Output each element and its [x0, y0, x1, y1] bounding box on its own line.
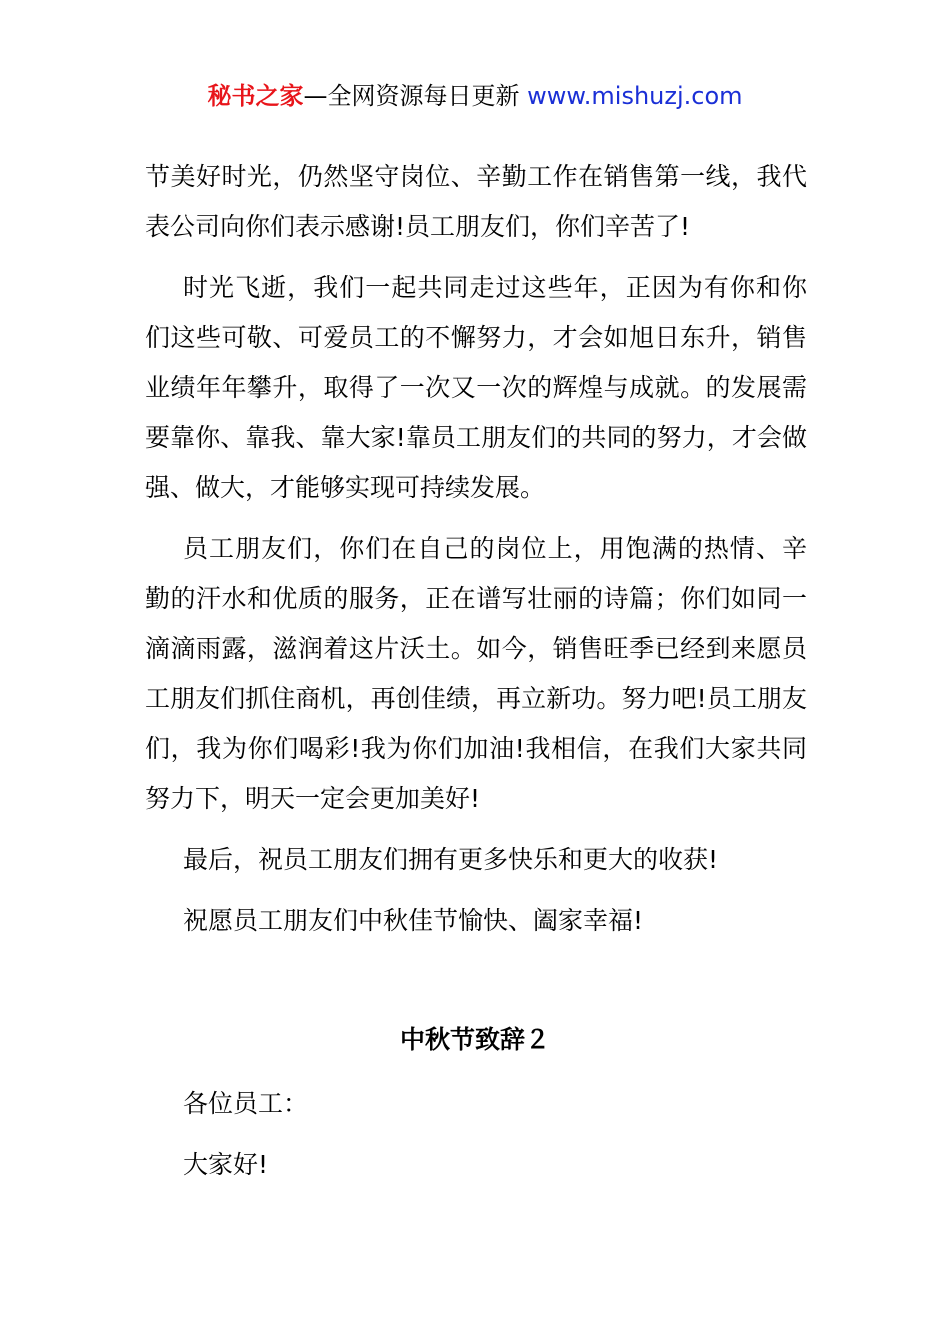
greeting-line: 各位员工： — [183, 1089, 309, 1118]
site-header — [0, 80, 950, 112]
document-body — [145, 152, 807, 957]
paragraph-4: 最后，祝员工朋友们拥有更多快乐和更大的收获! — [183, 845, 719, 874]
paragraph-1: 节美好时光，仍然坚守岗位、辛勤工作在销售第一线，我代表公司向你们表示感谢!员工朋友们，你们辛苦了! — [145, 162, 807, 241]
paragraph-2: 时光飞逝，我们一起共同走过这些年，正因为有你和你们这些可敬、可爱员工的不懈努力，才会如旭日东升，销售业绩年年攀升，取得了一次又一次的辉煌与成就。的发展需要靠你、靠我、靠大家!靠员工朋友们的共同的努力，才会做强、做大，才能够实现可持续发展。 — [145, 273, 807, 502]
section-title: 中秋节致辞２ — [399, 1025, 550, 1054]
hello-line: 大家好! — [183, 1150, 269, 1179]
brand-name: 秘书之家 — [207, 82, 304, 110]
paragraph-5: 祝愿员工朋友们中秋佳节愉快、阖家幸福! — [183, 906, 644, 935]
site-url-link[interactable]: www.mishuzj.com — [527, 82, 743, 110]
header-tagline: —全网资源每日更新 — [303, 82, 520, 110]
paragraph-3: 员工朋友们，你们在自己的岗位上，用饱满的热情、辛勤的汗水和优质的服务，正在谱写壮丽的诗篇；你们如同一滴滴雨露，滋润着这片沃土。如今，销售旺季已经到来愿员工朋友们抓住商机，再创佳绩，再立新功。努力吧!员工朋友们，我为你们喝彩!我为你们加油!我相信，在我们大家共同努力下，明天一定会更加美好! — [145, 534, 807, 813]
